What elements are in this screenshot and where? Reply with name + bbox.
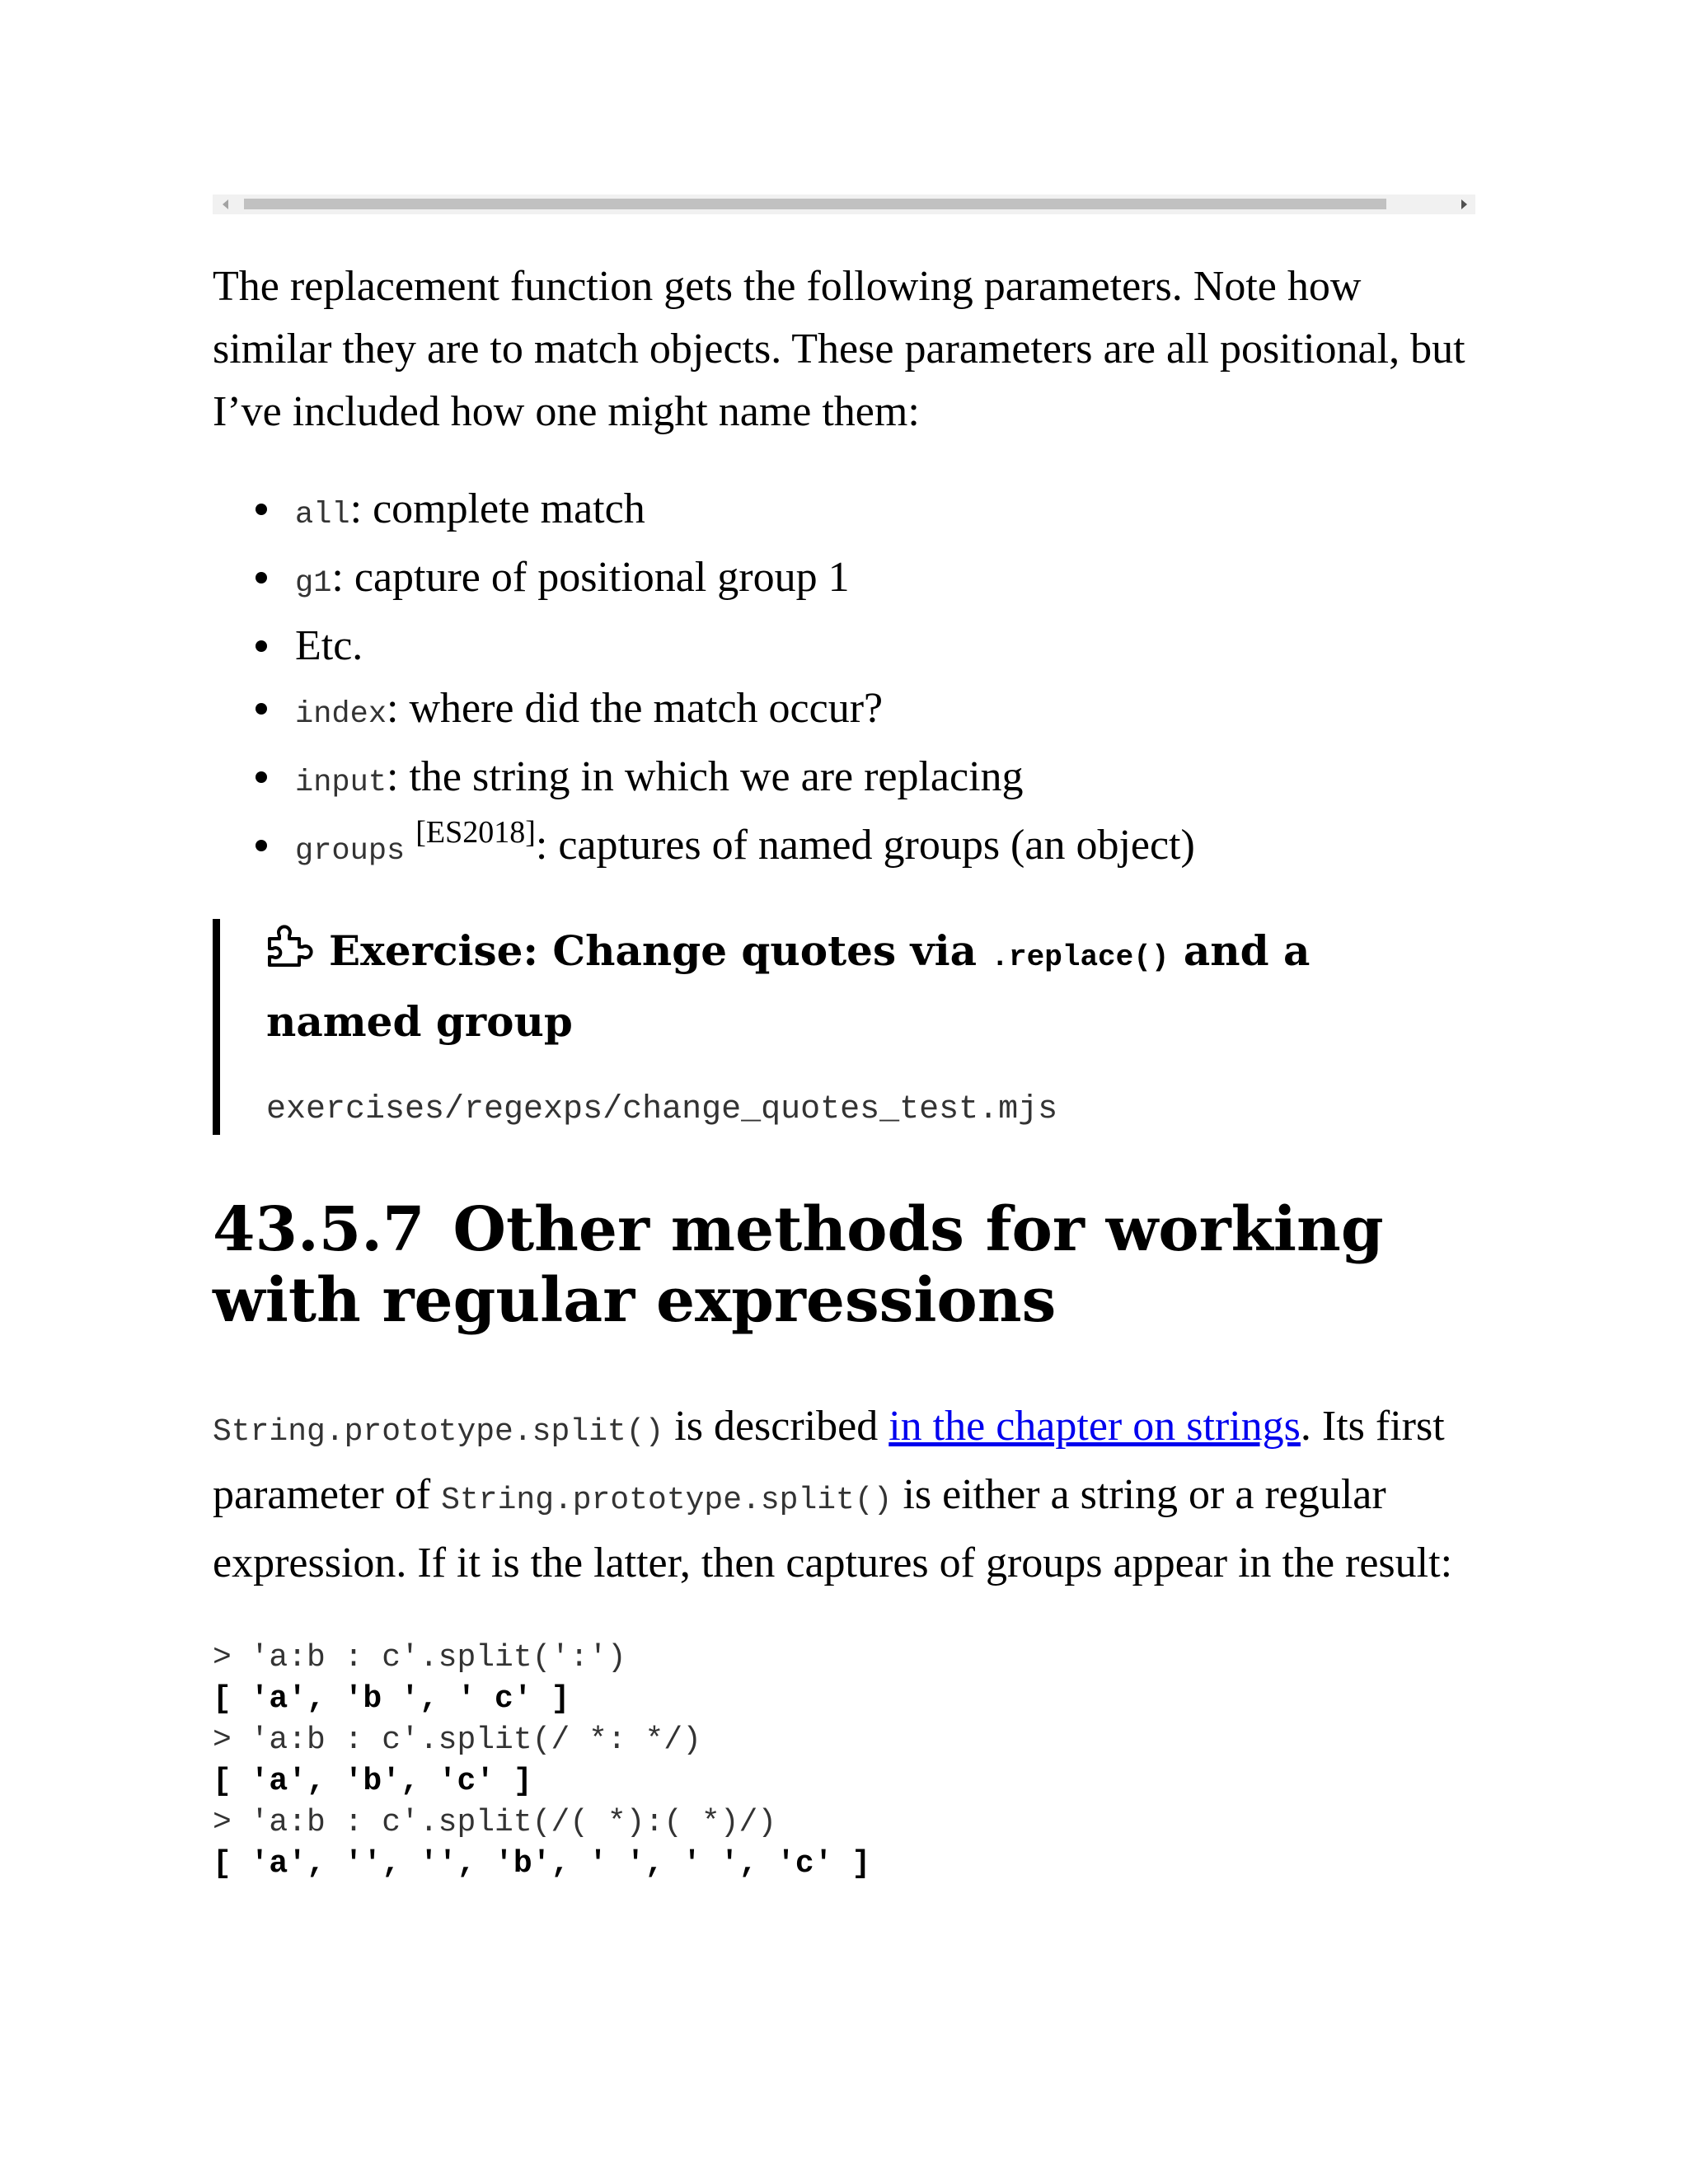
puzzle-icon	[266, 922, 317, 968]
body-paragraph	[213, 1395, 1465, 1595]
exercise-file-path: exercises/regexps/change_quotes_test.mjs	[266, 1091, 1058, 1128]
param-code: g1	[295, 566, 332, 601]
scrollbar-thumb[interactable]	[244, 199, 1386, 209]
body-text: . Its first parameter of	[213, 1403, 1445, 1518]
list-item	[295, 814, 1465, 883]
es-version-tag: [ES2018]	[415, 815, 536, 850]
section-heading	[213, 1194, 1465, 1336]
strings-chapter-link[interactable]: in the chapter on strings	[889, 1403, 1301, 1450]
param-code: index	[295, 697, 387, 732]
intro-paragraph: The replacement function gets the following parameters. Note how similar they are to match objects. These parameters are all positional, but I’ve included how one might name them:	[213, 263, 1465, 435]
param-code: input	[295, 766, 387, 800]
exercise-title-suffix: and a named group	[266, 926, 1311, 1046]
list-item	[295, 615, 1465, 677]
repl-input: > 'a:b : c'.split(/( *):( *)/)	[213, 1805, 777, 1840]
param-desc: : captures of named groups (an object)	[535, 822, 1195, 869]
exercise-callout	[213, 919, 1465, 1135]
param-desc: Etc.	[295, 622, 363, 669]
repl-output: [ 'a', '', '', 'b', ' ', ' ', 'c' ]	[213, 1846, 871, 1882]
repl-output: [ 'a', 'b', 'c' ]	[213, 1764, 532, 1799]
horizontal-scrollbar[interactable]	[213, 194, 1475, 214]
exercise-title-code: .replace()	[991, 940, 1170, 974]
list-item	[295, 677, 1465, 746]
repl-code-block	[213, 1638, 1465, 1885]
list-item	[295, 546, 1465, 615]
parameter-list	[213, 478, 1465, 883]
scroll-right-arrow-icon[interactable]	[1461, 199, 1467, 209]
exercise-title-prefix: Exercise: Change quotes via	[329, 926, 977, 975]
inline-code: String.prototype.split()	[441, 1483, 893, 1518]
body-text: is either a string or a regular expression. If it is the latter, then captures of groups appear in the result:	[213, 1471, 1453, 1586]
list-item	[295, 478, 1465, 546]
inline-code: String.prototype.split()	[213, 1414, 664, 1450]
param-desc: : complete match	[349, 485, 645, 532]
scroll-left-arrow-icon[interactable]	[223, 199, 228, 209]
article-content	[213, 255, 1465, 1885]
repl-output: [ 'a', 'b ', ' c' ]	[213, 1681, 570, 1717]
exercise-title	[266, 919, 1465, 1054]
body-text: is described	[663, 1403, 889, 1450]
repl-input: > 'a:b : c'.split(':')	[213, 1640, 626, 1675]
section-number: 43.5.7	[213, 1194, 425, 1265]
param-desc: : where did the match occur?	[387, 685, 884, 732]
repl-input: > 'a:b : c'.split(/ *: */)	[213, 1722, 701, 1758]
param-code: all	[295, 498, 350, 532]
param-code: groups	[295, 834, 406, 869]
param-desc: : capture of positional group 1	[331, 554, 850, 601]
section-title: Other methods for working with regular expressions	[213, 1194, 1384, 1336]
list-item	[295, 746, 1465, 814]
param-desc: : the string in which we are replacing	[387, 753, 1024, 800]
